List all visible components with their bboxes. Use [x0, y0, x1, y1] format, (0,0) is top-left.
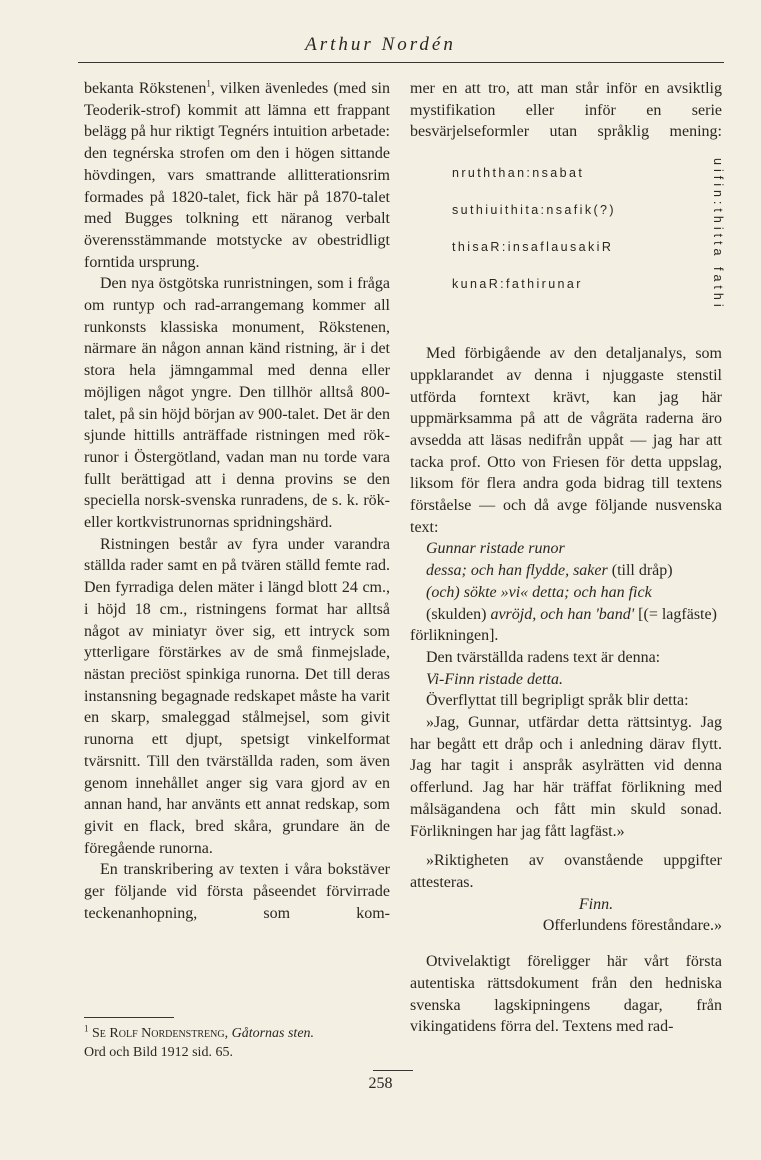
paragraph-r5: »Jag, Gunnar, utfärdar detta rättsintyg. Jag har begått ett dråp och i anledning därav flytt. Jag har tagit i anspråk asylrätten vid denna offerlund. Jag har här träffat förlikning med målsägandena och fått min skuld sonad. Förlikningen har jag fått lagfäst.» [410, 714, 722, 840]
translation-line-2: dessa; och han flydde, saker (till dråp) [426, 562, 673, 580]
page-number-rule [373, 1070, 413, 1071]
left-column [84, 78, 390, 924]
footnote-title: Gåtornas sten. [231, 1026, 315, 1041]
rune-line-3: thisaR:insaflausakiR [452, 240, 614, 254]
rune-vertical-line: uifin:thitta fathi [711, 158, 725, 311]
rune-line-4: kunaR:fathirunar [452, 277, 583, 291]
footnote-rule [84, 1017, 174, 1018]
running-header: Arthur Nordén [305, 34, 456, 55]
translation-line-3: (och) sökte »vi« detta; och han fick [426, 583, 652, 601]
rune-line-1: nruththan:nsabat [452, 166, 585, 180]
paragraph-r1: mer en att tro, att man står inför en avsiktlig mystifikation eller inför en serie besvärjelseformler utan språklig mening: [410, 80, 722, 141]
translation-line-1: Gunnar ristade runor [426, 540, 565, 558]
translation-line-4: (skulden) avröjd, och han 'band' [(= lagfäste) förlikningen]. [410, 605, 717, 645]
paragraph-r3-italic: Vi-Finn ristade detta. [426, 670, 564, 688]
paragraph-r4: Överflyttat till begripligt språk blir detta: [426, 692, 689, 710]
paragraph-3: Ristningen består av fyra under varandra ställda rader samt en på tvären ställd femte rad. Den fyrradiga delen mäter i längd blott 24 cm., i höjd 18 cm., ristningens format har alltså något av miniatyr över sig, ett intryck som ytterligare förstärkes av de små finmejslade, nästan preciöst spinkiga runorna. Det till deras instansning begagnade redskapet måste ha varit en skarp, smaleggad stålmejsel, som givit runorna ett djupt, spetsigt vinkelformat tvärsnitt. Till den tvärställda raden, som även genom innehållet anger sig vara gjord av en annan hand, har använts ett annat redskap, som givit en flack, bred skåra, grundare än de föregående runorna. [84, 535, 390, 857]
signature-name: Finn. [578, 895, 614, 913]
page-number: 258 [368, 1075, 393, 1092]
paragraph-1: bekanta Rökstenen$^1$, vilken ävenledes (med sin Teoderik-strof) kommit att lämna ett frappant belägg på hur riktigt Tegnérs intuition arbetade: den tegnérska strofen om den i högen sittande hövdingen, vars smattrande allitterationsrim formades på 1820-talet, fick här på 1870-talet med Bugges tolkning ett näranog verbalt överensstämmande motstycke av obestridligt forntida ursprung. [84, 78, 391, 271]
footnote-author: Se Rolf Nordenstreng, [92, 1026, 229, 1041]
signature-title: Offerlundens föreståndare.» [542, 917, 722, 935]
rune-line-2: suthiuithita:nsafik(?) [452, 203, 616, 217]
paragraph-r3: Den tvärställda radens text är denna: [426, 648, 661, 666]
footnote-source: Ord och Bild 1912 sid. 65. [84, 1045, 233, 1060]
paragraph-2: Den nya östgötska runristningen, som i fråga om runtyp och rad-arrangemang kommer all runkonsts klassiska monument, Rökstenen, närmare än någon annan känd ristning, är i det stora hela jämngammal med denna eller möjligen något yngre. Den tillhör alltså 800-talet, på sin höjd början av 900-talet. Det är den sjunde hittills anträffade ristningen med rök-runor i Östergötland, vadan man nu torde vara fullt berättigad att i denna provins se den speciella norsk-svenska runradens, de s. k. rök- eller kortkvistrunornas spridningshärd. [84, 275, 390, 532]
footnote-number: 1 [84, 1023, 89, 1034]
paragraph-4: En transkribering av texten i våra bokstäver ger följande vid första påseendet förvirrade teckenanhopning, som kom- [84, 861, 390, 922]
paragraph-r7: Otvivelaktigt föreligger här vårt första autentiska rättsdokument från den hedniska svenska lagskipningens dagar, från vikingatidens förra del. Textens med rad- [410, 953, 722, 1036]
header-rule [78, 62, 724, 63]
footnote [84, 1024, 394, 1062]
right-column [410, 78, 722, 1038]
footnote-marker: 1 [206, 78, 211, 89]
paragraph-r6: »Riktigheten av ovanstående uppgifter attesteras. [410, 852, 722, 891]
paragraph-r2: Med förbigående av den detaljanalys, som uppklarandet av denna i njuggaste stenstil utförda forntext krävt, kan jag här uppmärksamma på att de vågräta raderna äro avsedda att läsas nedifrån uppåt — jag har att tacka prof. Otto von Friesen för detta uppslag, liksom för flera andra goda bidrag till textens förståelse — och då avge följande nusvenska text: [410, 345, 722, 536]
